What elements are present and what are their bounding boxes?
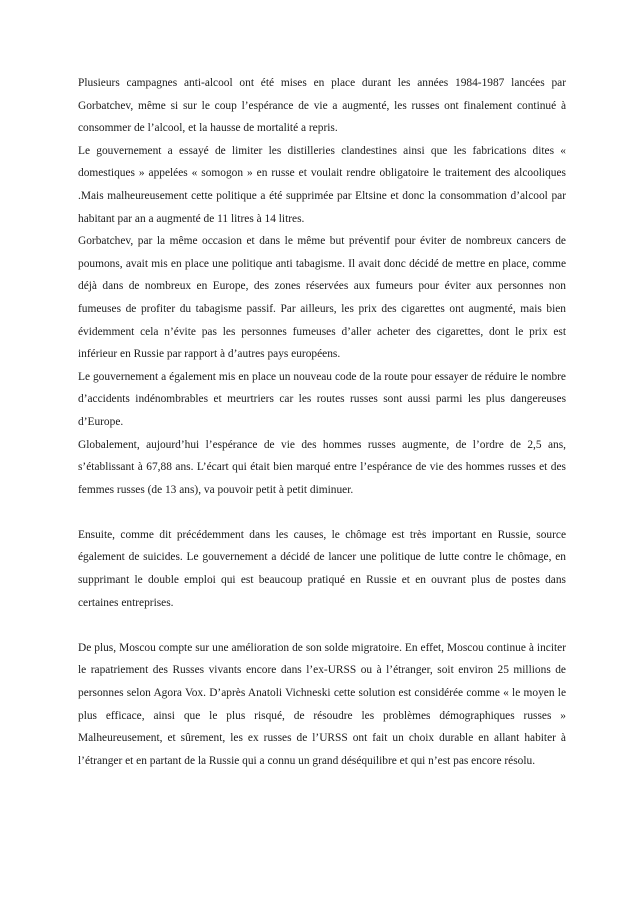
paragraph-spacer — [78, 614, 566, 637]
paragraph-migration: De plus, Moscou compte sur une amélioration de son solde migratoire. En effet, Moscou continue à inciter le rapatriement des Russes vivants encore dans l’ex-URSS ou à l’étranger, soit environ 25 millions de personnes selon Agora Vox. D’après Anatoli Vichneski cette solution est considérée comme « le moyen le plus efficace, ainsi que le plus risqué, de résoudre les problèmes démographiques russes » Malheureusement, et sûrement, les ex russes de l’URSS ont fait un choix durable en allant habiter à l’étranger et en partant de la Russie qui a connu un grand déséquilibre et qui n’est pas encore résolu. — [78, 641, 566, 767]
paragraph-spacer — [78, 501, 566, 524]
paragraph-anti-smoking: Gorbatchev, par la même occasion et dans le même but préventif pour éviter de nombreux cancers de poumons, avait mis en place une politique anti tabagisme. Il avait donc décidé de mettre en place, comme déjà dans de nombreux en Europe, des zones réservées aux fumeurs pour éviter aux personnes non fumeuses de profiter du tabagisme passif. Par ailleurs, les prix des cigarettes ont augmenté, mais bien évidemment cela n’évite pas les personnes fumeuses d’aller acheter des cigarettes, dont le prix est inférieur en Russie par rapport à d’autres pays européens. — [78, 235, 566, 361]
paragraph-distilleries: Le gouvernement a essayé de limiter les distilleries clandestines ainsi que les fabrications dites « domestiques » appelées « somogon » en russe et voulait rendre obligatoire le traitement des alcooliques .Mais malheureusement cette politique a été supprimée par Eltsine et donc la consommation d’alcool par habitant par an a augmenté de 11 litres à 14 litres. — [78, 144, 566, 225]
paragraph-anti-alcohol: Plusieurs campagnes anti-alcool ont été mises en place durant les années 1984-1987 lancées par Gorbatchev, même si sur le coup l’espérance de vie a augmenté, les russes ont finalement continué à consommer de l’alcool, et la hausse de mortalité a repris. — [78, 77, 566, 135]
paragraph-life-expectancy: Globalement, aujourd’hui l’espérance de vie des hommes russes augmente, de l’ordre de 2,5 ans, s’établissant à 67,88 ans. L’écart qui était bien marqué entre l’espérance de vie des hommes russes et des femmes russes (de 13 ans), va pouvoir petit à petit diminuer. — [78, 438, 566, 496]
paragraph-unemployment: Ensuite, comme dit précédemment dans les causes, le chômage est très important en Russie, source également de suicides. Le gouvernement a décidé de lancer une politique de lutte contre le chômage, en supprimant le double emploi qui est beaucoup pratiqué en Russie et en ouvrant plus de postes dans certaines entreprises. — [78, 528, 566, 609]
document-page — [78, 72, 566, 772]
paragraph-road-code: Le gouvernement a également mis en place un nouveau code de la route pour essayer de réduire le nombre d’accidents indénombrables et meurtriers car les routes russes sont aussi parmi les plus dangereuses d’Europe. — [78, 370, 566, 428]
